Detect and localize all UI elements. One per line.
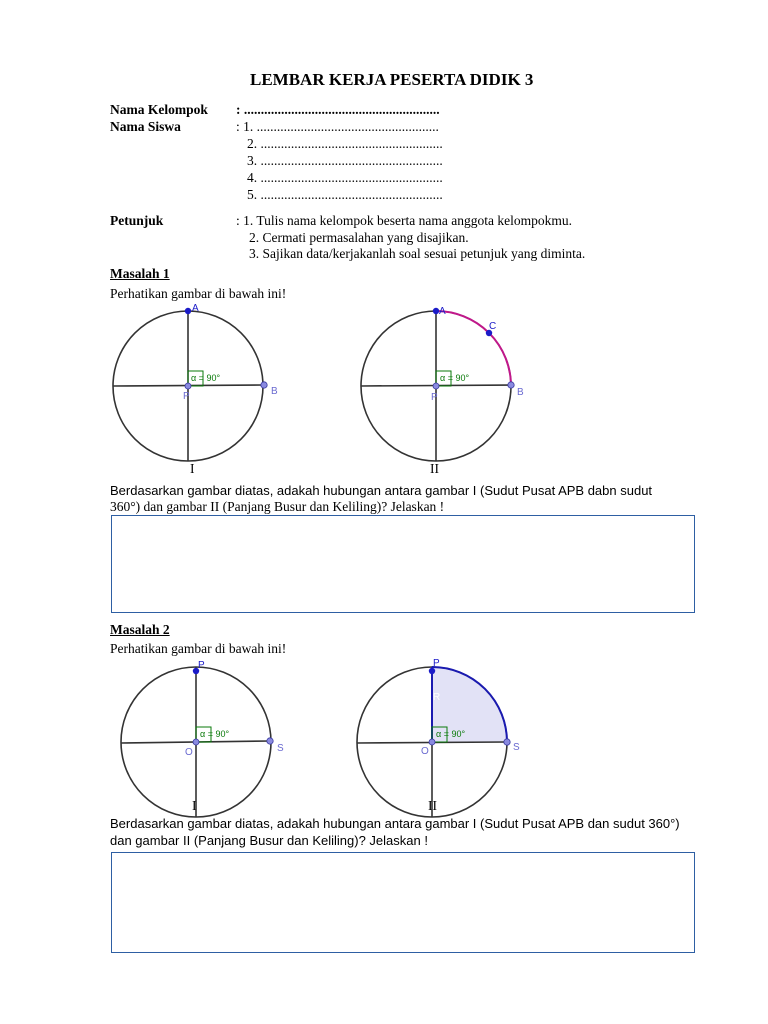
problem-1-heading: Masalah 1 <box>110 266 170 281</box>
p2-f1-alpha: α = 90° <box>200 729 230 739</box>
p1-f2-label-c: C <box>489 321 497 332</box>
p2-f1-label-o: O <box>185 747 193 758</box>
problem-1-answer-box[interactable] <box>111 515 695 613</box>
group-name-field[interactable]: : .......................................................... <box>236 102 440 117</box>
p1-f1-label-p: P <box>183 391 190 402</box>
problem-2-answer-box[interactable] <box>111 852 695 953</box>
p1-f2-alpha: α = 90° <box>440 373 470 383</box>
p2-f1-point-s <box>267 738 273 744</box>
p1-f1-point-b <box>261 382 267 388</box>
instructions-label: Petunjuk <box>110 213 164 228</box>
p2-f2-label-o: O <box>421 746 429 757</box>
p1-f2-label-p: P <box>431 392 438 403</box>
student-name-field-5[interactable]: 5. ...................................................... <box>247 187 443 202</box>
p2-f1-label-p: P <box>198 660 205 671</box>
p2-f1-point-o <box>193 739 199 745</box>
problem-2-heading: Masalah 2 <box>110 622 170 637</box>
student-name-field-4[interactable]: 4. ...................................................... <box>247 170 443 185</box>
student-name-label: Nama Siswa <box>110 119 181 134</box>
p2-caption-2: II <box>428 798 437 813</box>
p1-f1-label-a: A <box>192 303 199 314</box>
p2-figure-1 <box>121 660 284 817</box>
p1-f1-point-p <box>185 383 191 389</box>
problem-2-question-line-2: dan gambar II (Panjang Busur dan Keliling)? Jelaskan ! <box>110 833 428 848</box>
problem-1-question-line-1: Berdasarkan gambar diatas, adakah hubungan antara gambar I (Sudut Pusat APB dabn sudut <box>110 483 653 498</box>
problem-1-intro: Perhatikan gambar di bawah ini! <box>110 286 287 301</box>
problem-2-question-line-1: Berdasarkan gambar diatas, adakah hubungan antara gambar I (Sudut Pusat APB dan sudut 360°) <box>110 816 680 831</box>
p1-f2-point-b <box>508 382 514 388</box>
instruction-item-2: 2. Cermati permasalahan yang disajikan. <box>249 230 469 245</box>
group-name-label: Nama Kelompok <box>110 102 208 117</box>
p1-caption-1: I <box>190 461 195 476</box>
p1-f2-label-b: B <box>517 387 524 398</box>
p1-f1-label-b: B <box>271 386 278 397</box>
p1-figure-2 <box>361 306 524 461</box>
instruction-item-3: 3. Sajikan data/kerjakanlah soal sesuai petunjuk yang diminta. <box>249 246 586 261</box>
student-name-field-1[interactable]: : 1. ...................................................... <box>236 119 439 134</box>
p2-f2-label-p: P <box>433 658 440 669</box>
p2-f2-label-r: R <box>433 692 441 703</box>
problem-1-question-line-2: 360°) dan gambar II (Panjang Busur dan Keliling)? Jelaskan ! <box>110 499 445 514</box>
p2-figure-2 <box>357 658 520 817</box>
p2-f2-alpha: α = 90° <box>436 729 466 739</box>
p1-f1-alpha: α = 90° <box>191 373 221 383</box>
p2-f2-point-o <box>429 739 435 745</box>
p2-caption-1: I <box>192 798 197 813</box>
p1-f2-point-p <box>433 383 439 389</box>
page-title: LEMBAR KERJA PESERTA DIDIK 3 <box>250 70 534 89</box>
p1-f1-point-a <box>185 308 191 314</box>
problem-2-intro: Perhatikan gambar di bawah ini! <box>110 641 287 656</box>
instruction-item-1: : 1. Tulis nama kelompok beserta nama anggota kelompokmu. <box>236 213 572 228</box>
student-name-field-2[interactable]: 2. ...................................................... <box>247 136 443 151</box>
student-name-field-3[interactable]: 3. ...................................................... <box>247 153 443 168</box>
p2-f2-point-s <box>504 739 510 745</box>
p1-f2-label-a: A <box>439 306 446 317</box>
p1-caption-2: II <box>430 461 439 476</box>
p2-f2-label-s: S <box>513 742 520 753</box>
p1-figure-1 <box>113 303 278 461</box>
p2-f1-label-s: S <box>277 743 284 754</box>
